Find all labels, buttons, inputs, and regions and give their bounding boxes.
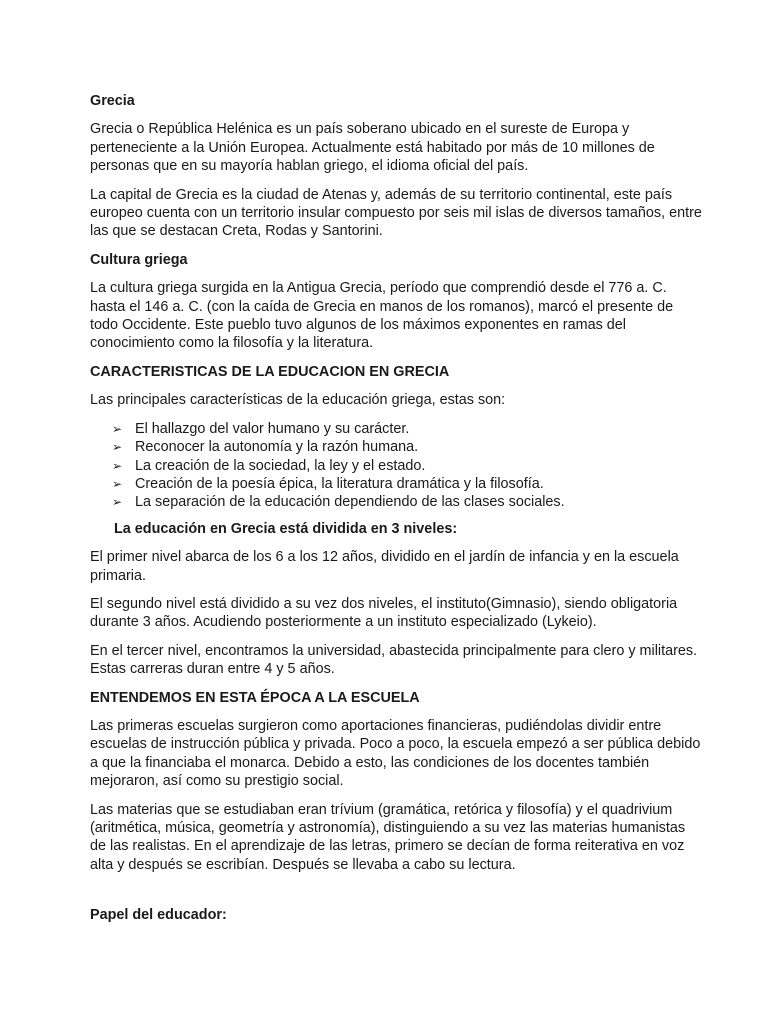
list-item: ➢ Creación de la poesía épica, la literatura dramática y la filosofía. (112, 475, 544, 492)
paragraph-escuelas: Las primeras escuelas surgieron como aportaciones financieras, pudiéndolas dividir entre escuelas de instrucción pública y privada. Poco a poco, la escuela empezó a ser pública debido a que la financiaba el monarca. Debido a esto, las condiciones de los docentes también mejoraron, así como su prestigio social. (90, 717, 701, 790)
arrow-bullet-icon: ➢ (112, 458, 123, 473)
paragraph-caracteristicas-intro: Las principales características de la educación griega, estas son: (90, 392, 506, 409)
list-item: ➢ La creación de la sociedad, la ley y el estado. (112, 457, 426, 474)
heading-cultura-griega: Cultura griega (90, 251, 188, 268)
paragraph-cultura: La cultura griega surgida en la Antigua Grecia, período que comprendió desde el 776 a. C. hasta el 146 a. C. (con la caída de Grecia en manos de los romanos), marcó el presente de todo Occidente. Este pueblo tuvo algunos de los máximos exponentes en ramas del conocimiento como la filosofía y la literatura. (90, 280, 674, 352)
spacer (90, 884, 708, 906)
paragraph-segundo-nivel: El segundo nivel está dividido a su vez dos niveles, el instituto(Gimnasio), siendo obligatoria durante 3 años. Acudiendo posteriormente a un instituto especializado (Lykeio). (90, 595, 678, 631)
paragraph-primer-nivel: El primer nivel abarca de los 6 a los 12 años, dividido en el jardín de infancia y en la escuela primaria. (90, 549, 679, 584)
list-item: ➢ El hallazgo del valor humano y su carácter. (112, 420, 410, 437)
heading-niveles: La educación en Grecia está dividida en 3 niveles: (114, 520, 458, 537)
heading-caracteristicas: CARACTERISTICAS DE LA EDUCACION EN GRECIA (90, 363, 450, 380)
paragraph-tercer-nivel: En el tercer nivel, encontramos la universidad, abastecida principalmente para clero y militares. Estas carreras duran entre 4 y 5 años. (90, 642, 698, 678)
list-item: ➢ Reconocer la autonomía y la razón humana. (112, 439, 419, 456)
list-item: ➢ La separación de la educación dependiendo de las clases sociales. (112, 494, 565, 511)
paragraph-capital: La capital de Grecia es la ciudad de Atenas y, además de su territorio continental, este país europeo cuenta con un territorio insular compuesto por seis mil islas de diversos tamaños, entre las que se destacan Creta, Rodas y Santorini. (90, 186, 702, 240)
paragraph-intro: Grecia o República Helénica es un país soberano ubicado en el sureste de Europa y perteneciente a la Unión Europea. Actualmente está habitado por más de 10 millones de personas que en su mayoría hablan griego, el idioma oficial del país. (90, 121, 655, 175)
arrow-bullet-icon: ➢ (112, 495, 123, 510)
arrow-bullet-icon: ➢ (112, 440, 123, 455)
heading-escuela: ENTENDEMOS EN ESTA ÉPOCA A LA ESCUELA (90, 689, 420, 706)
heading-grecia: Grecia (90, 93, 135, 109)
heading-papel-educador: Papel del educador: (90, 907, 227, 924)
arrow-bullet-icon: ➢ (112, 476, 123, 491)
characteristics-list (90, 420, 708, 512)
arrow-bullet-icon: ➢ (112, 421, 123, 436)
paragraph-materias: Las materias que se estudiaban eran trívium (gramática, retórica y filosofía) y el quadrivium (aritmética, música, geometría y astronomía), distinguiendo a su vez las materias humanistas de las realistas. En el aprendizaje de las letras, primero se decían de forma reiterativa en voz alta y después se escribían. Después se llevaba a cabo su lectura. (90, 801, 686, 873)
